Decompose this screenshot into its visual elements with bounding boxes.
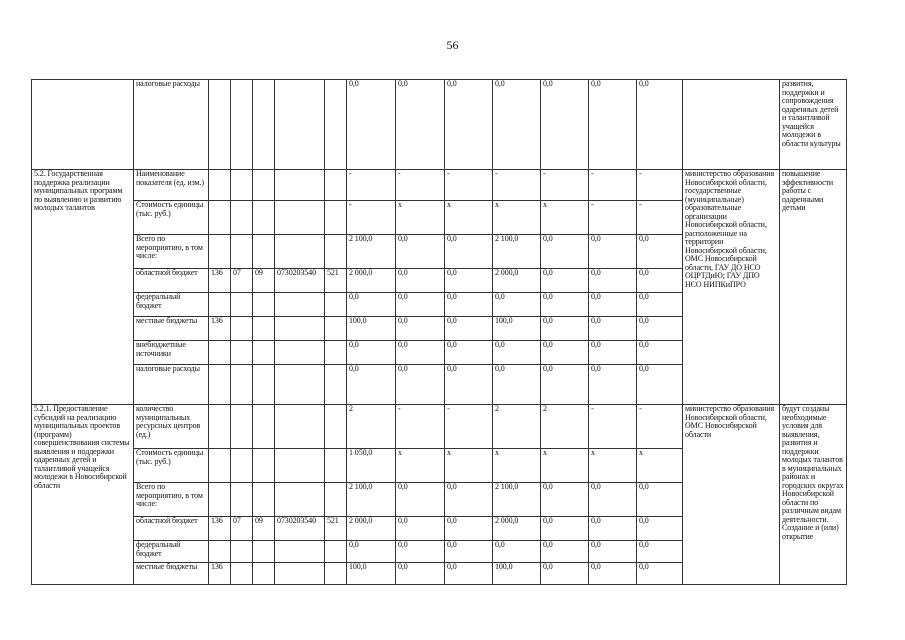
code-cell <box>231 201 253 235</box>
value-cell: - <box>637 201 683 235</box>
code-cell <box>209 449 231 483</box>
executor-cell: министерство образования Новосибирской области, государственные (муниципальные) образовательные организации Новосибирской области, расположенные на территории Новосибирской области, ОМС Новосибирской области, ГАУ ДО НСО ОЦРТДиЮ; ГАУ ДПО НСО НИПКиПРО <box>683 170 780 405</box>
code-cell <box>275 235 325 269</box>
value-cell: 1 050,0 <box>347 449 396 483</box>
code-cell: 521 <box>325 517 347 541</box>
code-cell <box>209 483 231 517</box>
value-cell: 100,0 <box>493 563 541 585</box>
code-cell <box>325 293 347 317</box>
value-cell: 0,0 <box>396 341 445 365</box>
value-cell: 0,0 <box>347 541 396 563</box>
value-cell: - <box>445 170 493 201</box>
code-cell <box>325 563 347 585</box>
value-cell: 2 100,0 <box>347 483 396 517</box>
value-cell: 0,0 <box>589 293 637 317</box>
value-cell: - <box>637 405 683 449</box>
code-cell <box>325 365 347 405</box>
value-cell: 0,0 <box>445 365 493 405</box>
value-cell: х <box>396 449 445 483</box>
value-cell: 0,0 <box>589 341 637 365</box>
code-cell: 136 <box>209 317 231 341</box>
indicator-cell: налоговые расходы <box>134 80 209 170</box>
value-cell: 0,0 <box>445 235 493 269</box>
executor-cell: министерство образования Новосибирской области, ОМС Новосибирской области <box>683 405 780 585</box>
value-cell: 0,0 <box>637 541 683 563</box>
code-cell <box>275 365 325 405</box>
value-cell: х <box>637 449 683 483</box>
code-cell <box>231 317 253 341</box>
value-cell: 0,0 <box>589 269 637 293</box>
value-cell: 0,0 <box>396 541 445 563</box>
code-cell <box>253 201 275 235</box>
code-cell <box>253 483 275 517</box>
value-cell: 0,0 <box>445 317 493 341</box>
indicator-cell: внебюджетные источники <box>134 341 209 365</box>
code-cell: 0730203540 <box>275 269 325 293</box>
value-cell: 0,0 <box>541 235 589 269</box>
value-cell: 2 <box>541 405 589 449</box>
value-cell: 0,0 <box>589 317 637 341</box>
indicator-cell: количество муниципальных ресурсных центров (ед.) <box>134 405 209 449</box>
value-cell: 0,0 <box>541 341 589 365</box>
value-cell: 0,0 <box>637 483 683 517</box>
value-cell: 0,0 <box>541 541 589 563</box>
value-cell: - <box>637 170 683 201</box>
value-cell: 0,0 <box>445 541 493 563</box>
code-cell: 09 <box>253 517 275 541</box>
value-cell: 0,0 <box>396 317 445 341</box>
value-cell: 0,0 <box>589 517 637 541</box>
code-cell: 09 <box>253 269 275 293</box>
code-cell <box>209 80 231 170</box>
code-cell <box>253 563 275 585</box>
value-cell: 0,0 <box>589 563 637 585</box>
value-cell: 0,0 <box>396 80 445 170</box>
value-cell: 2 000,0 <box>493 269 541 293</box>
code-cell: 136 <box>209 517 231 541</box>
code-cell <box>231 541 253 563</box>
value-cell: 2 000,0 <box>493 517 541 541</box>
indicator-cell: областной бюджет <box>134 517 209 541</box>
value-cell: 0,0 <box>589 80 637 170</box>
value-cell: 100,0 <box>493 317 541 341</box>
value-cell: 0,0 <box>347 80 396 170</box>
indicator-cell: Наименование показателя (ед. изм.) <box>134 170 209 201</box>
code-cell: 07 <box>231 269 253 293</box>
value-cell: 0,0 <box>637 293 683 317</box>
value-cell: 0,0 <box>637 235 683 269</box>
code-cell <box>231 449 253 483</box>
value-cell: 0,0 <box>347 365 396 405</box>
value-cell: х <box>493 449 541 483</box>
value-cell: 0,0 <box>541 483 589 517</box>
task-cell: 5.2. Государственная поддержка реализации муниципальных программ по выявлению и развитию молодых талантов <box>32 170 134 405</box>
value-cell: - <box>589 405 637 449</box>
value-cell: 0,0 <box>445 269 493 293</box>
code-cell <box>325 201 347 235</box>
value-cell: - <box>396 170 445 201</box>
indicator-cell: федеральный бюджет <box>134 293 209 317</box>
indicator-cell: областной бюджет <box>134 269 209 293</box>
code-cell: 07 <box>231 517 253 541</box>
value-cell: 2 000,0 <box>347 269 396 293</box>
value-cell: 0,0 <box>445 293 493 317</box>
value-cell: 2 100,0 <box>493 483 541 517</box>
code-cell <box>275 201 325 235</box>
page-number: 56 <box>446 38 459 52</box>
code-cell <box>231 235 253 269</box>
code-cell <box>275 170 325 201</box>
code-cell <box>325 341 347 365</box>
value-cell: 0,0 <box>396 235 445 269</box>
code-cell <box>275 563 325 585</box>
code-cell <box>275 317 325 341</box>
code-cell <box>325 317 347 341</box>
value-cell: 0,0 <box>589 365 637 405</box>
code-cell <box>325 405 347 449</box>
value-cell: х <box>541 449 589 483</box>
code-cell <box>231 563 253 585</box>
indicator-cell: местные бюджеты <box>134 317 209 341</box>
code-cell <box>253 235 275 269</box>
code-cell <box>231 341 253 365</box>
value-cell: 0,0 <box>541 365 589 405</box>
value-cell: 0,0 <box>541 563 589 585</box>
value-cell: 0,0 <box>493 341 541 365</box>
code-cell <box>275 341 325 365</box>
code-cell <box>275 541 325 563</box>
value-cell: 0,0 <box>493 80 541 170</box>
code-cell <box>231 405 253 449</box>
value-cell: 100,0 <box>347 563 396 585</box>
value-cell: 0,0 <box>541 293 589 317</box>
code-cell <box>231 170 253 201</box>
value-cell: 2 <box>347 405 396 449</box>
code-cell <box>209 170 231 201</box>
code-cell <box>209 341 231 365</box>
value-cell: 0,0 <box>541 517 589 541</box>
code-cell: 136 <box>209 269 231 293</box>
value-cell: 0,0 <box>396 517 445 541</box>
code-cell <box>209 235 231 269</box>
code-cell <box>231 483 253 517</box>
code-cell: 136 <box>209 563 231 585</box>
value-cell: 0,0 <box>396 293 445 317</box>
code-cell <box>231 293 253 317</box>
task-cell <box>32 80 134 170</box>
value-cell: х <box>541 201 589 235</box>
code-cell <box>209 365 231 405</box>
value-cell: 0,0 <box>347 341 396 365</box>
code-cell <box>325 80 347 170</box>
value-cell: 0,0 <box>445 517 493 541</box>
indicator-cell: местные бюджеты <box>134 563 209 585</box>
value-cell: 0,0 <box>493 365 541 405</box>
code-cell <box>253 293 275 317</box>
code-cell <box>253 541 275 563</box>
code-cell <box>275 449 325 483</box>
value-cell: 0,0 <box>493 293 541 317</box>
value-cell: 2 100,0 <box>347 235 396 269</box>
code-cell <box>253 405 275 449</box>
code-cell <box>275 80 325 170</box>
code-cell <box>325 235 347 269</box>
code-cell <box>275 483 325 517</box>
code-cell <box>325 449 347 483</box>
value-cell: 100,0 <box>347 317 396 341</box>
table-row <box>32 170 847 201</box>
value-cell: 0,0 <box>347 293 396 317</box>
result-cell: повышение эффективности работы с одаренными детьми <box>780 170 847 405</box>
value-cell: - <box>347 170 396 201</box>
value-cell: 0,0 <box>445 563 493 585</box>
indicator-cell: Стоимость единицы (тыс. руб.) <box>134 449 209 483</box>
result-cell: будут созданы необходимые условия для выявления, развития и поддержки молодых талантов в муниципальных районах и городских округах Новосибирской области по различным видам деятельности. Создание и (или) открытие <box>780 405 847 585</box>
value-cell: х <box>445 449 493 483</box>
code-cell <box>253 449 275 483</box>
value-cell: 0,0 <box>637 365 683 405</box>
code-cell <box>253 365 275 405</box>
value-cell: 0,0 <box>493 541 541 563</box>
code-cell <box>253 341 275 365</box>
executor-cell <box>683 80 780 170</box>
value-cell: 0,0 <box>637 563 683 585</box>
value-cell: 0,0 <box>396 269 445 293</box>
value-cell: 0,0 <box>541 269 589 293</box>
value-cell: 0,0 <box>445 341 493 365</box>
value-cell: 0,0 <box>396 563 445 585</box>
indicator-cell: Всего по мероприятию, в том числе: <box>134 483 209 517</box>
code-cell <box>231 80 253 170</box>
code-cell <box>253 170 275 201</box>
value-cell: 0,0 <box>637 517 683 541</box>
table-row <box>32 80 847 170</box>
code-cell <box>209 541 231 563</box>
value-cell: 0,0 <box>541 317 589 341</box>
value-cell: 0,0 <box>445 80 493 170</box>
value-cell: 0,0 <box>445 483 493 517</box>
budget-table <box>31 79 847 585</box>
value-cell: х <box>589 449 637 483</box>
code-cell <box>253 80 275 170</box>
code-cell <box>325 170 347 201</box>
value-cell: 0,0 <box>541 80 589 170</box>
value-cell: 0,0 <box>589 483 637 517</box>
value-cell: х <box>493 201 541 235</box>
code-cell <box>325 483 347 517</box>
value-cell: 0,0 <box>589 541 637 563</box>
task-cell: 5.2.1. Предоставление субсидий на реализацию муниципальных проектов (программ) совершенствования системы выявления и поддержки одаренных детей и талантливой учащейся молодежи в Новосибирской области <box>32 405 134 585</box>
value-cell: 0,0 <box>589 235 637 269</box>
table-row <box>32 405 847 449</box>
value-cell: - <box>541 170 589 201</box>
code-cell <box>209 405 231 449</box>
code-cell <box>209 293 231 317</box>
result-cell: развития, поддержки и сопровождения одаренных детей и талантливой учащейся молодежи в области культуры <box>780 80 847 170</box>
value-cell: - <box>493 170 541 201</box>
code-cell <box>275 293 325 317</box>
value-cell: 0,0 <box>637 317 683 341</box>
value-cell: - <box>347 201 396 235</box>
value-cell: 0,0 <box>637 269 683 293</box>
code-cell <box>275 405 325 449</box>
code-cell <box>325 541 347 563</box>
indicator-cell: налоговые расходы <box>134 365 209 405</box>
value-cell: 0,0 <box>396 365 445 405</box>
value-cell: 0,0 <box>396 483 445 517</box>
value-cell: 0,0 <box>637 341 683 365</box>
value-cell: х <box>396 201 445 235</box>
indicator-cell: Всего по мероприятию, в том числе: <box>134 235 209 269</box>
code-cell <box>253 317 275 341</box>
value-cell: - <box>396 405 445 449</box>
value-cell: - <box>589 201 637 235</box>
value-cell: 2 000,0 <box>347 517 396 541</box>
indicator-cell: федеральный бюджет <box>134 541 209 563</box>
code-cell: 0730203540 <box>275 517 325 541</box>
code-cell <box>231 365 253 405</box>
value-cell: х <box>445 201 493 235</box>
code-cell <box>209 201 231 235</box>
indicator-cell: Стоимость единицы (тыс. руб.) <box>134 201 209 235</box>
value-cell: 2 <box>493 405 541 449</box>
code-cell: 521 <box>325 269 347 293</box>
value-cell: 0,0 <box>637 80 683 170</box>
value-cell: 2 100,0 <box>493 235 541 269</box>
value-cell: - <box>589 170 637 201</box>
value-cell: - <box>445 405 493 449</box>
